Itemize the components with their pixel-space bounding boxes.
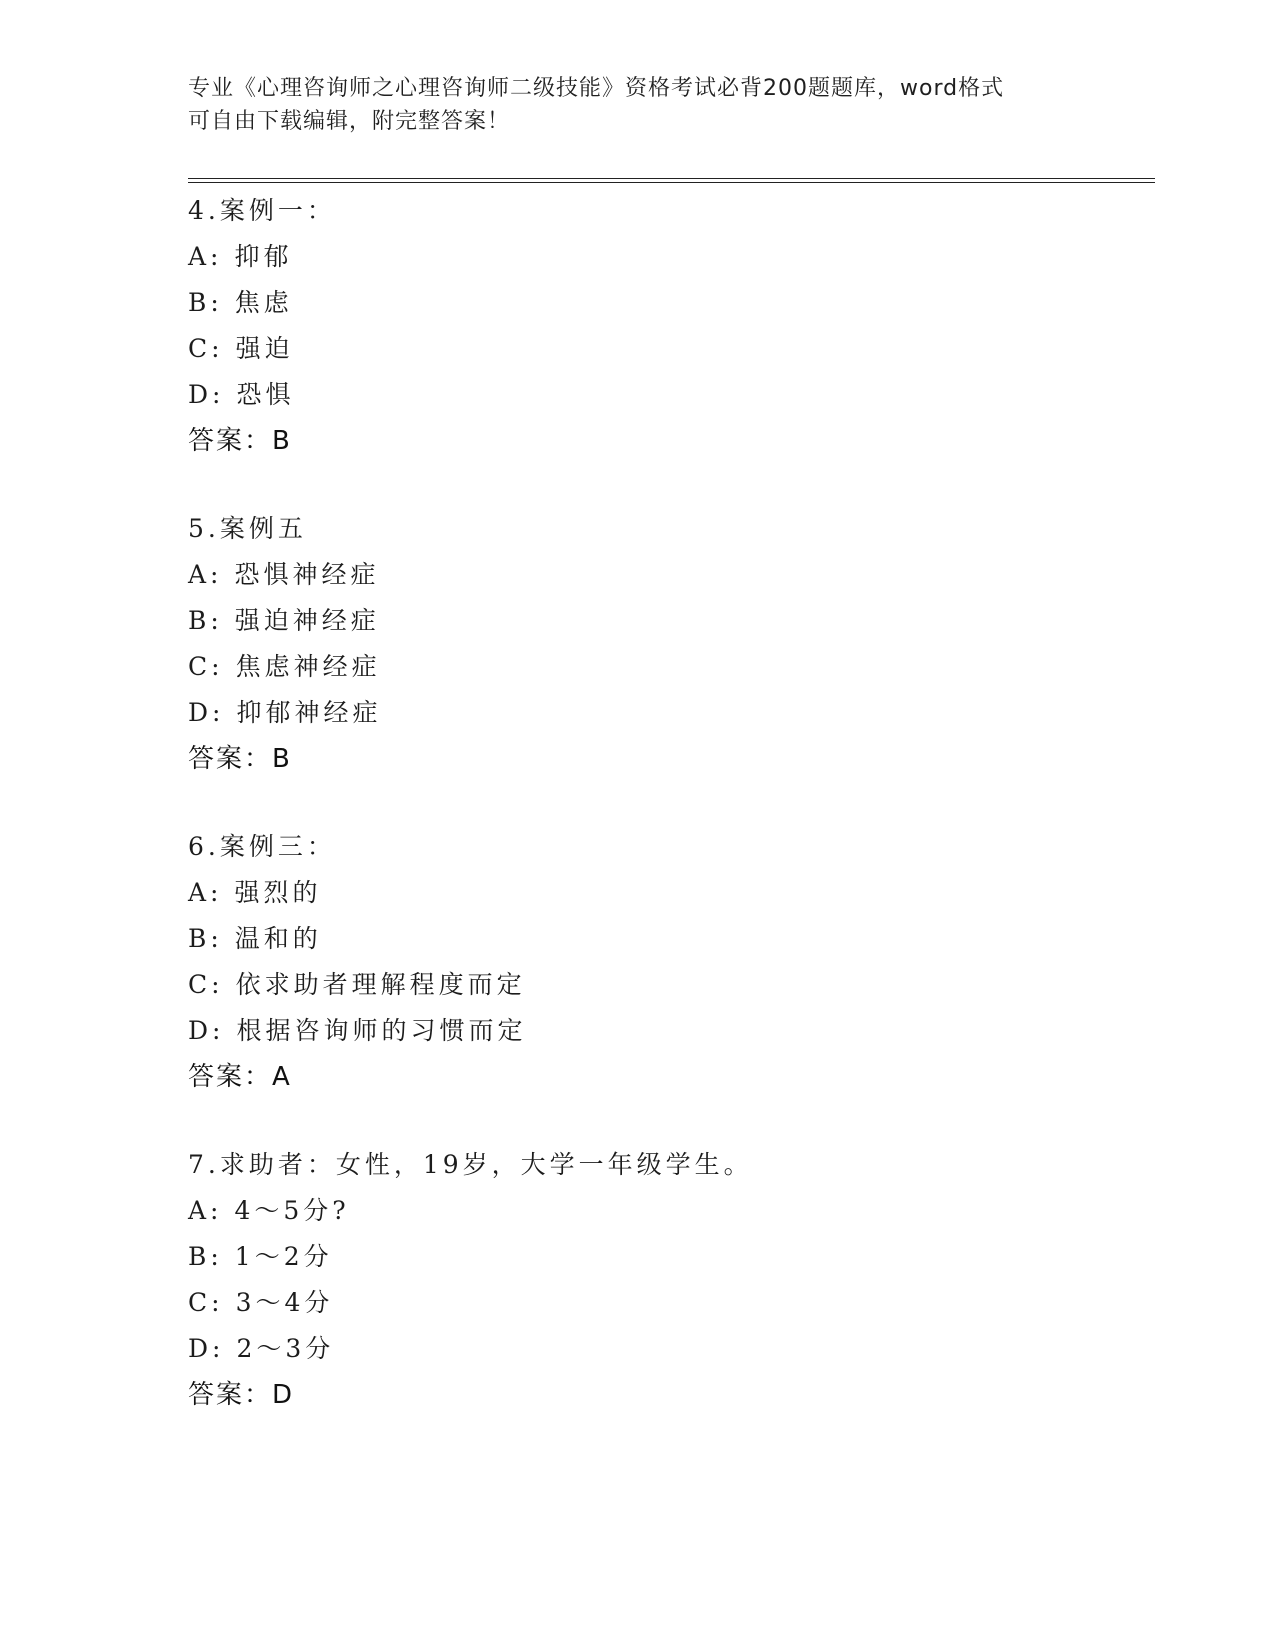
question-number: 5. (188, 514, 220, 543)
option-text: 4～5分? (234, 1196, 350, 1225)
option-a (188, 870, 1148, 916)
option-c (188, 1280, 1148, 1326)
question-stem (188, 824, 1148, 870)
option-key: B: (188, 606, 223, 635)
option-text: 焦虑神经症 (235, 652, 381, 681)
option-key: D: (188, 698, 225, 727)
document-header (188, 72, 1088, 138)
option-text: 恐惧 (236, 380, 295, 409)
option-text: 依求助者理解程度而定 (235, 970, 526, 999)
option-key: D: (188, 1334, 225, 1363)
option-key: A: (188, 878, 223, 907)
option-c (188, 326, 1148, 372)
option-key: C: (188, 1288, 224, 1317)
header-line-1: 专业《心理咨询师之心理咨询师二级技能》资格考试必背200题题库，word格式 (188, 76, 1005, 101)
question-text: 求助者：女性，19岁，大学一年级学生。 (219, 1150, 753, 1179)
answer-line: 答案：D (188, 1380, 295, 1410)
option-d (188, 1326, 1148, 1372)
option-key: D: (188, 380, 225, 409)
question-5 (188, 506, 1148, 782)
option-text: 焦虑 (234, 288, 293, 317)
option-text: 强烈的 (234, 878, 322, 907)
question-stem (188, 188, 1148, 234)
option-b (188, 1234, 1148, 1280)
option-a (188, 1188, 1148, 1234)
option-key: B: (188, 288, 223, 317)
option-d (188, 690, 1148, 736)
option-text: 3～4分 (235, 1288, 334, 1317)
header-divider-bottom (188, 182, 1155, 183)
option-text: 2～3分 (236, 1334, 335, 1363)
option-text: 强迫神经症 (234, 606, 380, 635)
option-a (188, 552, 1148, 598)
question-number: 7. (188, 1150, 220, 1179)
question-number: 6. (188, 832, 220, 861)
question-stem (188, 506, 1148, 552)
option-d (188, 1008, 1148, 1054)
option-d (188, 372, 1148, 418)
option-c (188, 962, 1148, 1008)
question-stem (188, 1142, 1148, 1188)
option-b (188, 280, 1148, 326)
question-6 (188, 824, 1148, 1100)
question-number: 4. (188, 196, 220, 225)
answer-line: 答案：A (188, 1062, 292, 1092)
answer-line: 答案：B (188, 744, 292, 774)
option-b (188, 598, 1148, 644)
option-key: B: (188, 924, 223, 953)
option-key: C: (188, 970, 224, 999)
option-text: 恐惧神经症 (234, 560, 380, 589)
option-key: A: (188, 242, 223, 271)
option-key: A: (188, 560, 223, 589)
header-line-2: 可自由下载编辑，附完整答案！ (188, 109, 511, 134)
option-text: 温和的 (234, 924, 322, 953)
option-c (188, 644, 1148, 690)
option-text: 根据咨询师的习惯而定 (236, 1016, 527, 1045)
option-key: A: (188, 1196, 223, 1225)
question-list (188, 188, 1148, 1460)
header-divider-top (188, 178, 1155, 179)
question-text: 案例三： (219, 832, 336, 861)
answer-line: 答案：B (188, 426, 292, 456)
option-b (188, 916, 1148, 962)
option-key: B: (188, 1242, 223, 1271)
option-text: 抑郁 (234, 242, 293, 271)
option-key: C: (188, 334, 224, 363)
option-a (188, 234, 1148, 280)
option-key: D: (188, 1016, 225, 1045)
question-text: 案例一： (219, 196, 336, 225)
option-text: 强迫 (235, 334, 294, 363)
question-4 (188, 188, 1148, 464)
option-text: 抑郁神经症 (236, 698, 382, 727)
option-text: 1～2分 (234, 1242, 333, 1271)
question-text: 案例五 (219, 514, 307, 543)
option-key: C: (188, 652, 224, 681)
question-7 (188, 1142, 1148, 1418)
